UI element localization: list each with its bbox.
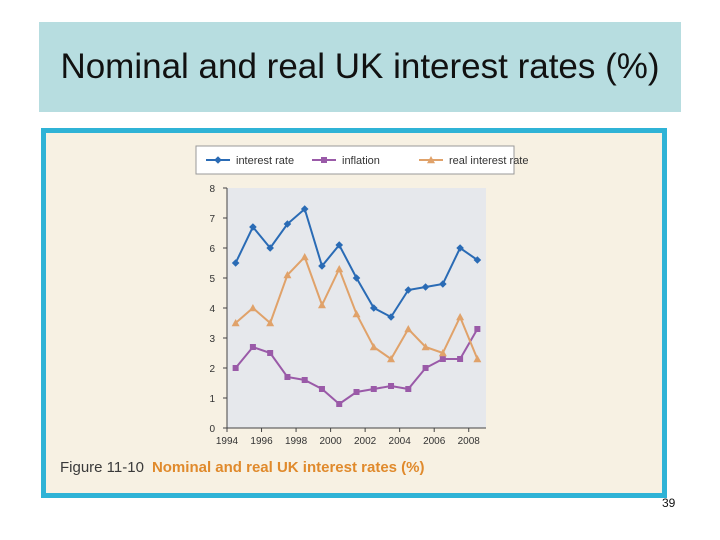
data-point-inflation — [371, 386, 377, 392]
y-tick-label: 4 — [209, 304, 215, 315]
x-tick-label: 1996 — [250, 436, 273, 447]
x-tick-label: 2006 — [423, 436, 446, 447]
slide-number: 39 — [662, 496, 676, 510]
y-tick-label: 3 — [209, 334, 215, 345]
data-point-inflation — [388, 383, 394, 389]
data-point-inflation — [336, 401, 342, 407]
data-point-inflation — [284, 374, 290, 380]
data-point-inflation — [302, 377, 308, 383]
y-tick-label: 1 — [209, 394, 215, 405]
x-tick-label: 2008 — [457, 436, 480, 447]
legend — [206, 155, 528, 167]
data-point-inflation — [319, 386, 325, 392]
data-point-inflation — [474, 326, 480, 332]
y-tick-label: 7 — [209, 214, 215, 225]
y-tick-label: 2 — [209, 364, 215, 375]
data-point-inflation — [423, 365, 429, 371]
x-axis-ticks — [216, 428, 480, 447]
figure-frame — [41, 128, 667, 498]
x-tick-label: 1994 — [215, 436, 239, 447]
data-point-inflation — [354, 389, 360, 395]
slide-title: Nominal and real UK interest rates (%) — [60, 47, 660, 86]
data-point-inflation — [405, 386, 411, 392]
y-tick-label: 8 — [209, 184, 215, 195]
legend-label-interest-rate: interest rate — [236, 155, 295, 167]
data-point-inflation — [457, 356, 463, 362]
y-tick-label: 6 — [209, 244, 215, 255]
y-axis-ticks — [209, 184, 227, 435]
legend-label-real-interest-rate: real interest rate — [449, 155, 529, 167]
y-tick-label: 0 — [209, 424, 215, 435]
title-band — [39, 22, 681, 112]
x-tick-label: 2002 — [354, 436, 377, 447]
data-point-inflation — [267, 350, 273, 356]
data-point-inflation — [233, 365, 239, 371]
figure-caption — [60, 459, 425, 476]
x-tick-label: 2004 — [388, 436, 411, 447]
figure-caption-title: Nominal and real UK interest rates (%) — [151, 459, 425, 476]
x-tick-label: 1998 — [284, 436, 308, 447]
legend-marker-inflation — [321, 157, 327, 163]
line-chart — [46, 133, 662, 493]
data-point-inflation — [440, 356, 446, 362]
y-tick-label: 5 — [209, 274, 215, 285]
legend-label-inflation: inflation — [342, 155, 380, 167]
data-point-inflation — [250, 344, 256, 350]
figure-number: Figure 11-10 — [60, 459, 144, 476]
x-tick-label: 2000 — [319, 436, 342, 447]
